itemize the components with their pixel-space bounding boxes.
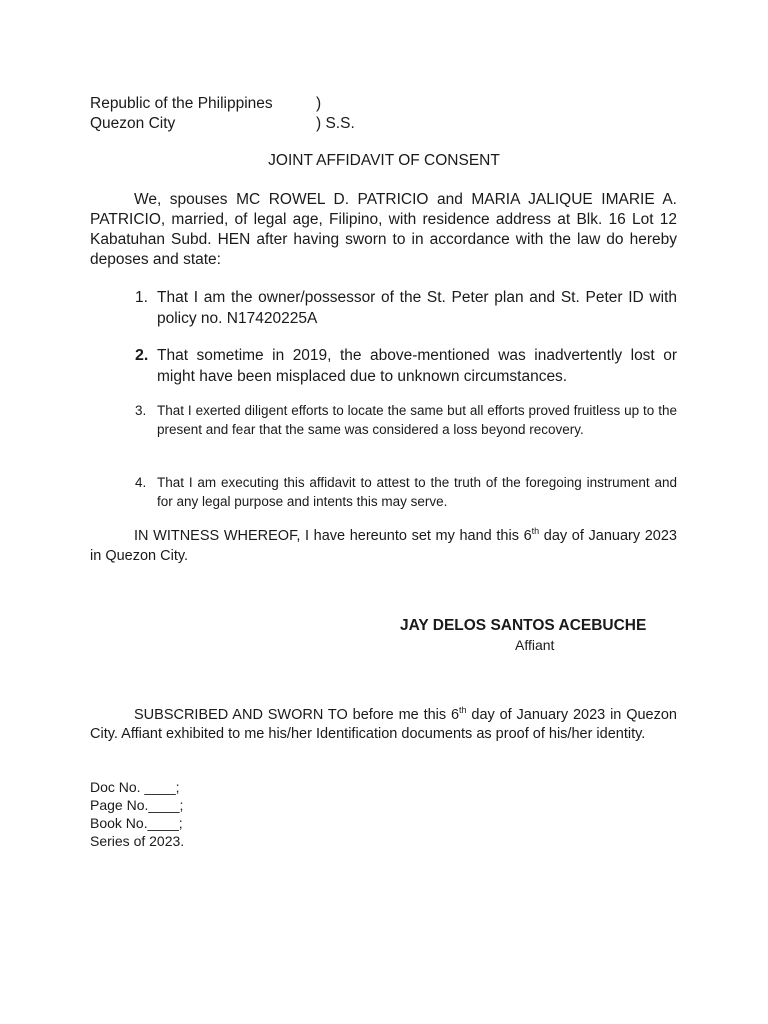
witness-text-after: day of January 2023 in Quezon City.: [90, 528, 677, 564]
intro-paragraph: We, spouses MC ROWEL D. PATRICIO and MARIA JALIQUE IMARIE A. PATRICIO, married, of legal age, Filipino, with residence address at Blk. 16 Lot 12 Kabatuhan Subd. HEN after having sworn to in accordance with the law do hereby deposes and state:: [90, 191, 677, 268]
list-item-number: 4.: [135, 475, 147, 490]
doc-number: Doc No. ____;: [90, 779, 180, 795]
list-item-text: That sometime in 2019, the above-mentioned was inadvertently lost or might have been misplaced due to unknown circumstances.: [157, 347, 677, 385]
series-year: Series of 2023.: [90, 833, 185, 849]
list-item-number: 1.: [135, 289, 148, 306]
jurat-paragraph: [90, 706, 677, 744]
affiant-label: Affiant: [515, 637, 555, 653]
jurat-text-before: SUBSCRIBED AND SWORN TO before me this 6: [134, 707, 460, 723]
document-title: JOINT AFFIDAVIT OF CONSENT: [268, 152, 500, 169]
jurat-day-suffix: th: [459, 705, 467, 716]
list-item: [135, 345, 677, 387]
list-item: [135, 473, 677, 511]
notarial-register: [90, 778, 184, 850]
book-number: Book No.____;: [90, 815, 183, 831]
affiant-name: JAY DELOS SANTOS ACEBUCHE: [400, 617, 647, 634]
list-item-text: That I exerted diligent efforts to locate the same but all efforts proved fruitless up to the present and fear that the same was considered a loss beyond recovery.: [157, 403, 677, 437]
witness-day-suffix: th: [531, 526, 540, 537]
list-item-number: 2.: [135, 347, 149, 364]
list-item: [135, 401, 677, 439]
venue-city: Quezon City: [90, 115, 176, 132]
list-item-number: 3.: [135, 403, 147, 418]
jurat-text-after: day of January 2023 in Quezon City. Affiant exhibited to me his/her Identification documents as proof of his/her identity.: [90, 707, 677, 742]
witness-paragraph: [90, 526, 677, 566]
venue-country: Republic of the Philippines: [90, 95, 273, 112]
list-item-text: That I am executing this affidavit to attest to the truth of the foregoing instrument and for any legal purpose and intents this may serve.: [157, 475, 677, 509]
venue-ss: ) S.S.: [316, 115, 355, 132]
witness-text-before: IN WITNESS WHEREOF, I have hereunto set my hand this 6: [134, 528, 532, 544]
list-item-text: That I am the owner/possessor of the St. Peter plan and St. Peter ID with policy no. N17420225A: [157, 289, 677, 327]
list-item: [135, 287, 677, 329]
page-number: Page No.____;: [90, 797, 184, 813]
venue-bracket: ): [316, 95, 322, 112]
